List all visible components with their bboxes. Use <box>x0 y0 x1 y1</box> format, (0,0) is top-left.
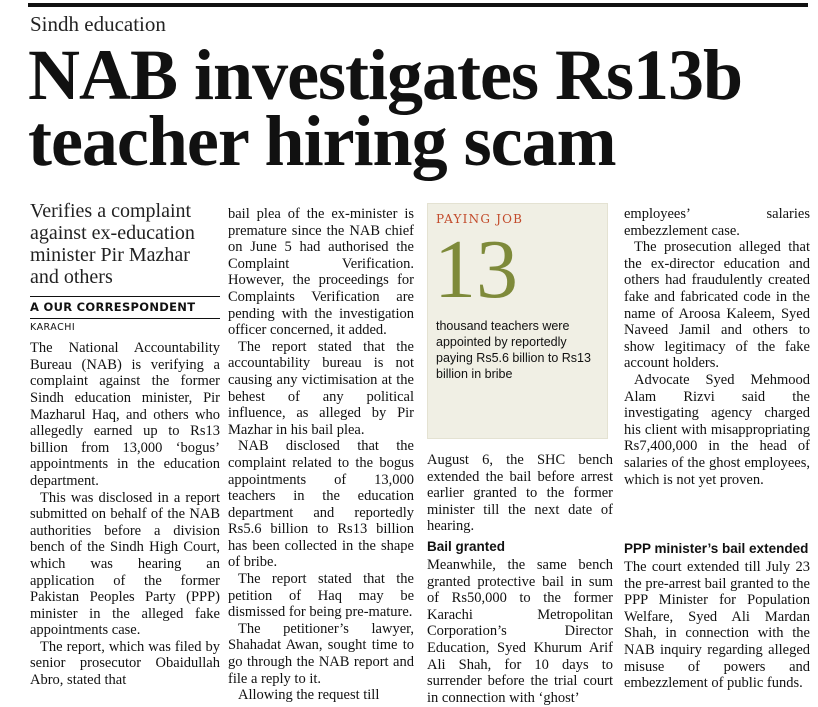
paragraph: employees’ salaries embezzlement case. <box>624 206 810 239</box>
fact-box <box>427 203 608 439</box>
paragraph: Meanwhile, the same bench granted protective bail in sum of Rs50,000 to the former Karachi Metropolitan Corporation’s Director Education, Syed Khurum Arif Ali Shah, for 10 days to surrender before the trial court in connection with ‘ghost’ <box>427 556 613 706</box>
subhead-ppp-minister: PPP minister’s bail extended <box>624 541 809 556</box>
dateline: KARACHI <box>30 321 76 333</box>
fact-box-text: thousand teachers were appointed by reportedly paying Rs5.6 billion to Rs13 billion in bribe <box>436 319 591 381</box>
headline-line-2: teacher hiring scam <box>28 101 616 181</box>
paragraph: NAB disclosed that the complaint related to the bogus appointments of 13,000 teachers in the education department and reportedly Rs5.6 billion to Rs13 billion has been collected in the shape of bribe. <box>228 438 414 571</box>
paragraph: The prosecution alleged that the ex-director education and others had fraudulently created fake and fabricated code in the name of Aroosa Kaleem, Syed Naveed Jamil and others to show legitimacy of the fake account holders. <box>624 239 810 372</box>
paragraph: The National Accountability Bureau (NAB) is verifying a complaint against the former Sindh education minister, Pir Mazharul Haq, and others who allegedly earned up to Rs13 billion from 13,000 ‘bogus’ appointments in the education department. <box>30 340 220 489</box>
subhead-bail-granted: Bail granted <box>427 538 506 554</box>
paragraph: bail plea of the ex-minister is premature since the NAB chief on June 5 had authorised the Complaint Verification. However, the proceedings for Complaints Verification are pending with the investigation officer concerned, it added. <box>228 206 414 339</box>
column-1 <box>30 200 220 689</box>
paragraph: Allowing the request till <box>238 687 380 704</box>
paragraph: This was disclosed in a report submitted on behalf of the NAB authorities before a division bench of the Sindh High Court, which was hearing an application of the former Pakistan Peoples Party (PPP) minister in the alleged fake appointments case. <box>30 489 220 639</box>
column-4 <box>624 206 810 488</box>
column-3 <box>427 452 613 706</box>
deck: Verifies a complaint against ex-education minister Pir Mazhar and others <box>30 200 195 288</box>
paragraph: Advocate Syed Mehmood Alam Rizvi said the investigating agency charged his client with misappropriating Rs7,400,000 in the head of salaries of the ghost employees, which is not yet proven. <box>624 371 810 488</box>
fact-box-number: 13 <box>434 223 518 316</box>
column-4-lower <box>624 537 810 692</box>
paragraph: The petitioner’s lawyer, Shahadat Awan, sought time to go through the NAB report and file a reply to it. <box>228 620 414 687</box>
paragraph: The report stated that the petition of Haq may be dismissed for being pre-mature. <box>228 571 414 621</box>
headline <box>28 35 808 181</box>
fact-box-label: PAYING JOB <box>436 212 524 226</box>
byline: A OUR CORRESPONDENT <box>30 296 220 319</box>
paragraph: The report stated that the accountability bureau is not causing any victimisation at the behest of any political influence, as alleged by Pir Mazhar in his bail plea. <box>228 338 414 438</box>
paragraph: The report, which was filed by senior prosecutor Obaidullah Abro, stated that <box>30 638 220 689</box>
headline-line-1: NAB investigates Rs13b <box>28 35 743 115</box>
paragraph: The court extended till July 23 the pre-arrest bail granted to the PPP Minister for Population Welfare, Syed Ali Mardan Shah, in connection with the NAB inquiry regarding alleged misuse of powers and embezzlement of public funds. <box>624 559 810 692</box>
paragraph: August 6, the SHC bench extended the bail before arrest earlier granted to the former minister till the next date of hearing. <box>427 452 613 535</box>
column-2 <box>228 206 414 704</box>
kicker: Sindh education <box>30 12 166 36</box>
top-rule <box>28 3 808 7</box>
